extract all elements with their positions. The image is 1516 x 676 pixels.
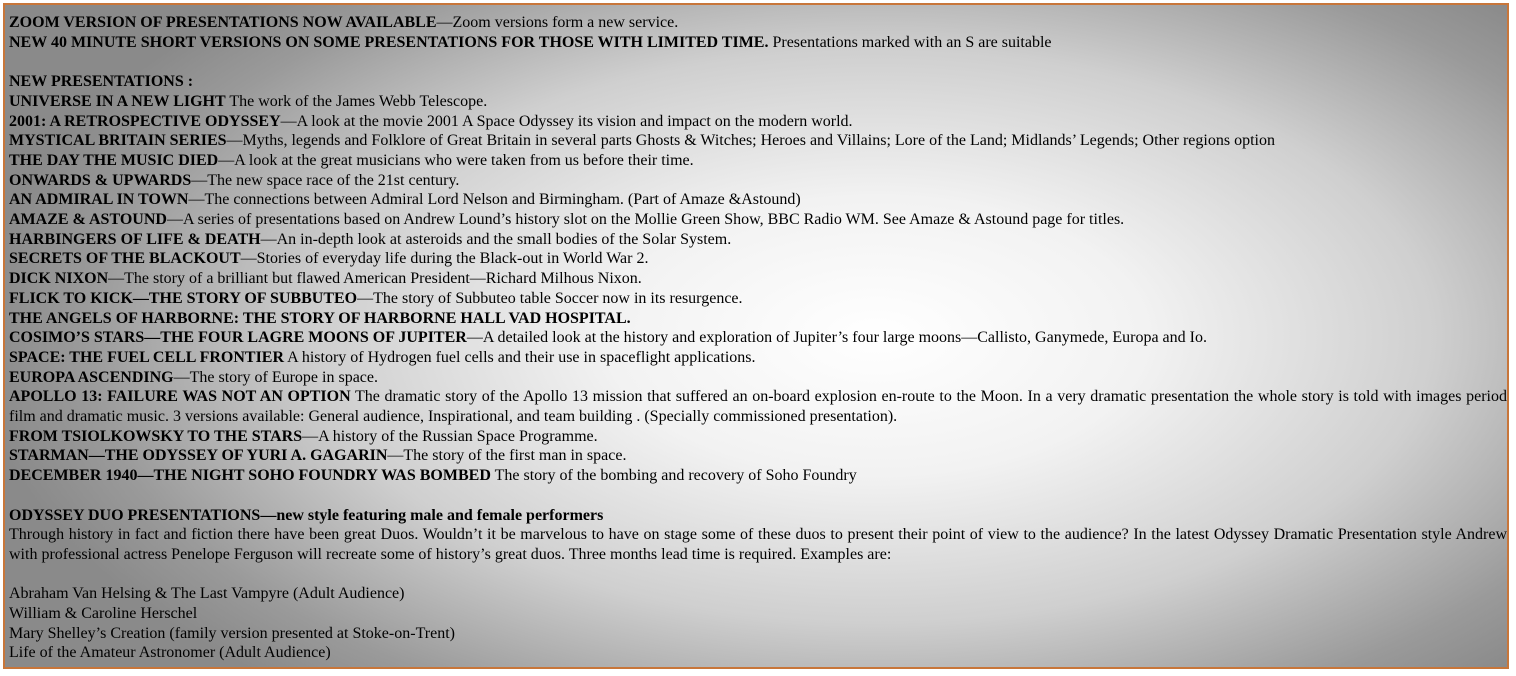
presentation-description: The story of Subbuteo table Soccer now in its resurgence. <box>373 289 743 307</box>
separator: — <box>280 112 297 130</box>
presentation-title: MYSTICAL BRITAIN SERIES <box>9 132 227 150</box>
heading-text: NEW PRESENTATIONS : <box>9 73 194 91</box>
separator: — <box>188 191 205 209</box>
heading-text: ODYSSEY DUO PRESENTATIONS—new style featuring male and female performers <box>9 506 604 524</box>
notice-text: Zoom versions form a new service. <box>452 14 679 31</box>
duo-example: Mary Shelley’s Creation (family version presented at Stoke-on-Trent) <box>9 624 455 642</box>
presentation-description: A detailed look at the history and exploration of Jupiter’s four large moons—Callisto, Ganymede, Europa and Io. <box>482 329 1207 347</box>
presentation-description: A history of the Russian Space Programme. <box>318 427 598 445</box>
notice-title: ZOOM VERSION OF PRESENTATIONS NOW AVAILABLE <box>9 14 437 31</box>
separator: — <box>166 211 183 229</box>
presentation-title: THE DAY THE MUSIC DIED <box>9 151 219 169</box>
separator: — <box>108 270 125 288</box>
presentation-description: Myths, legends and Folklore of Great Britain in several parts Ghosts & Witches; Heroes and Villains; Lore of the Land; Midlands’ Legends; Other regions option <box>242 132 1275 150</box>
presentation-title: ONWARDS & UPWARDS <box>9 171 192 189</box>
presentation-description: The new space race of the 21st century. <box>207 171 460 189</box>
presentation-item <box>9 190 1507 210</box>
presentation-item <box>9 348 1507 368</box>
presentation-item <box>9 328 1507 348</box>
presentation-item <box>9 446 1507 466</box>
presentation-item <box>9 92 1507 112</box>
content-body <box>9 13 1507 663</box>
presentation-title: UNIVERSE IN A NEW LIGHT <box>9 92 226 110</box>
presentation-title: STARMAN—THE ODYSSEY OF YURI A. GAGARIN <box>9 447 388 465</box>
presentation-description: A look at the movie 2001 A Space Odyssey its vision and impact on the modern world. <box>296 112 853 130</box>
presentation-description: The story of the bombing and recovery of Soho Foundry <box>494 467 857 485</box>
notice-text: Presentations marked with an S are suitable <box>772 33 1052 51</box>
presentation-item <box>9 131 1507 151</box>
presentation-title: EUROPA ASCENDING <box>9 368 174 386</box>
presentation-item <box>9 112 1507 132</box>
presentation-description: An in-depth look at asteroids and the small bodies of the Solar System. <box>276 230 732 248</box>
presentation-item <box>9 151 1507 171</box>
presentation-item <box>9 289 1507 309</box>
duo-example: William & Caroline Herschel <box>9 605 198 623</box>
presentation-title: SPACE: THE FUEL CELL FRONTIER <box>9 348 285 366</box>
presentation-item <box>9 210 1507 230</box>
presentation-item-apollo <box>9 387 1507 426</box>
presentation-item <box>9 309 1507 329</box>
presentation-title: APOLLO 13: FAILURE WAS NOT AN OPTION <box>9 388 351 406</box>
presentation-item <box>9 230 1507 250</box>
presentation-item <box>9 466 1507 486</box>
separator: — <box>357 289 374 307</box>
presentation-title: FLICK TO KICK—THE STORY OF SUBBUTEO <box>9 289 358 307</box>
spacer <box>9 565 1507 585</box>
presentation-title: DICK NIXON <box>9 270 109 288</box>
presentation-item <box>9 269 1507 289</box>
presentation-title: THE ANGELS OF HARBORNE: THE STORY OF HARBORNE HALL VAD HOSPITAL. <box>9 309 631 327</box>
duo-example: Abraham Van Helsing & The Last Vampyre (Adult Audience) <box>9 585 405 603</box>
presentation-item <box>9 171 1507 191</box>
duo-heading <box>9 506 1507 526</box>
separator: — <box>218 151 235 169</box>
notice-zoom <box>9 13 1507 33</box>
presentation-description: The dramatic story of the Apollo 13 mission that suffered an on-board explosion en-route to the Moon. In a very dramatic presentation the whole story is told with images period film and dramatic music. 3 versions available: General audience, Inspirational, and team building . (Specially commissioned presentation). <box>9 388 1507 426</box>
presentation-description: A look at the great musicians who were taken from us before their time. <box>234 151 694 169</box>
spacer <box>9 486 1507 506</box>
presentation-item <box>9 249 1507 269</box>
presentation-item <box>9 368 1507 388</box>
separator: — <box>466 329 483 347</box>
presentation-description: Stories of everyday life during the Black-out in World War 2. <box>256 250 649 268</box>
presentation-description: The work of the James Webb Telescope. <box>229 92 488 110</box>
new-presentations-heading <box>9 72 1507 92</box>
separator: — <box>240 250 257 268</box>
presentation-description: The connections between Admiral Lord Nelson and Birmingham. (Part of Amaze &Astound) <box>204 191 801 209</box>
presentation-title: AMAZE & ASTOUND <box>9 211 167 229</box>
separator: — <box>387 447 404 465</box>
notice-short-versions <box>9 33 1507 53</box>
separator: — <box>260 230 277 248</box>
presentation-description: A series of presentations based on Andrew Lound’s history slot on the Mollie Green Show, BBC Radio WM. See Amaze & Astound page for titles. <box>182 211 1125 229</box>
separator: — <box>173 368 190 386</box>
duo-example: Life of the Amateur Astronomer (Adult Audience) <box>9 644 331 662</box>
presentation-title: AN ADMIRAL IN TOWN <box>9 191 189 209</box>
presentation-description: A history of Hydrogen fuel cells and their use in spaceflight applications. <box>287 348 756 366</box>
presentation-description: The story of the first man in space. <box>403 447 627 465</box>
presentation-item <box>9 427 1507 447</box>
text-panel <box>3 3 1509 669</box>
spacer <box>9 52 1507 72</box>
presentation-title: DECEMBER 1940—THE NIGHT SOHO FOUNDRY WAS BOMBED <box>9 467 491 485</box>
presentation-title: COSIMO’S STARS—THE FOUR LAGRE MOONS OF JUPITER <box>9 329 467 347</box>
separator: — <box>436 14 453 31</box>
presentation-title: 2001: A RETROSPECTIVE ODYSSEY <box>9 112 281 130</box>
presentation-title: SECRETS OF THE BLACKOUT <box>9 250 241 268</box>
presentation-description: The story of Europe in space. <box>189 368 379 386</box>
presentation-title: HARBINGERS OF LIFE & DEATH <box>9 230 261 248</box>
presentation-title: FROM TSIOLKOWSKY TO THE STARS <box>9 427 303 445</box>
separator: — <box>226 132 243 150</box>
separator: — <box>302 427 319 445</box>
duo-description: Through history in fact and fiction there have been great Duos. Wouldn’t it be marvelous to have on stage some of these duos to present their point of view to the audience? In the latest Odyssey Dramatic Presentation style Andrew with professional actress Penelope Ferguson will recreate some of history’s great duos. Three months lead time is required. Examples are: <box>9 526 1507 563</box>
separator: — <box>191 171 208 189</box>
presentation-description: The story of a brilliant but flawed American President—Richard Milhous Nixon. <box>124 270 642 288</box>
notice-title: NEW 40 MINUTE SHORT VERSIONS ON SOME PRESENTATIONS FOR THOSE WITH LIMITED TIME. <box>9 33 769 51</box>
